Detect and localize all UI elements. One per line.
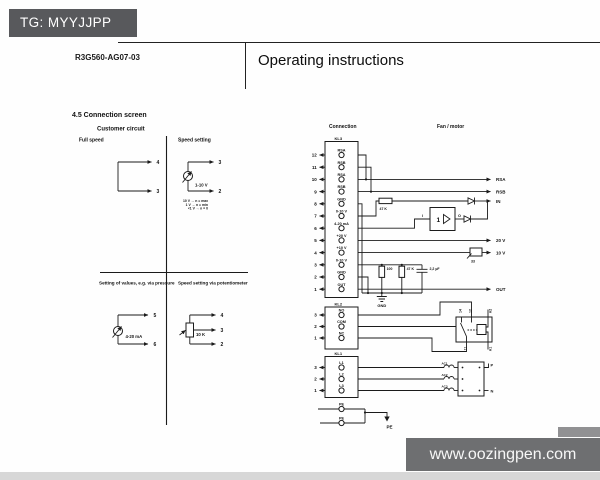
diode-icon <box>464 216 471 223</box>
terminal-label: L2 <box>339 372 344 377</box>
terminal-label: 4-20 mA <box>334 221 349 226</box>
relay-terminal: A2 <box>488 308 493 314</box>
relay-coil <box>477 325 486 335</box>
pe-ground-label: PE <box>386 424 393 430</box>
source-label: 10 K <box>196 331 206 337</box>
dc-bus-label: P <box>490 362 494 368</box>
terminal-number: 2 <box>314 274 317 280</box>
component-label: 47 K <box>406 267 415 271</box>
terminal-number: 3 <box>314 312 317 318</box>
choke-label: AC1 <box>441 361 448 366</box>
terminal-number: 1 <box>314 286 317 292</box>
terminal-number: 5 <box>314 238 317 244</box>
terminal-label: GND <box>337 270 346 275</box>
component-label: 47 K <box>379 207 387 211</box>
doc-number: R3G560-AG07-03 <box>75 53 140 62</box>
kl2-terminal-block <box>314 301 358 349</box>
output-label: 10 V <box>496 250 506 256</box>
component-label: 100 <box>386 267 393 271</box>
block-name: KL1 <box>334 351 343 356</box>
customer-circuit-title: Customer circuit <box>97 126 145 133</box>
amplifier-box <box>430 208 455 231</box>
terminal-number: 5 <box>153 313 157 319</box>
corner-tab <box>558 427 600 437</box>
quadrant-title: Full speed <box>79 137 104 144</box>
tag-text: TG: MYYJJPP <box>20 15 112 30</box>
terminal-label: RSB <box>337 185 346 190</box>
terminal-number: 9 <box>314 189 317 195</box>
resistor-100 <box>379 266 385 277</box>
quadrant-title: Speed setting <box>178 137 211 144</box>
source-label: 4-20 mA <box>125 333 143 339</box>
resistor-47k <box>399 266 405 277</box>
terminal-number: 6 <box>314 225 317 231</box>
pe-ground-arrow-icon <box>384 417 389 422</box>
terminal-label: GND <box>337 197 346 202</box>
terminal-label: L1 <box>339 361 344 366</box>
terminal-label: RSA <box>337 148 346 153</box>
source-label: 1-10 V <box>195 182 208 188</box>
watermark-text: www.oozingpen.com <box>429 445 577 463</box>
pe-section <box>318 402 393 429</box>
output-label: IN <box>496 198 501 204</box>
potentiometer-symbol <box>186 323 194 337</box>
terminal-number: 4 <box>156 160 160 166</box>
section-heading: 4.5 Connection screen <box>72 112 147 119</box>
full-speed-circuit <box>79 138 160 196</box>
relay-section <box>358 302 493 352</box>
relay-terminal: 11 <box>463 346 468 351</box>
note-line: 1 V → n = min <box>185 202 208 207</box>
diode-icon <box>468 198 475 205</box>
output-label: OUT <box>496 287 506 292</box>
watermark-banner <box>406 438 600 471</box>
component-label: 33 <box>471 259 475 264</box>
terminal-label: COM <box>337 320 346 325</box>
terminal-number: 3 <box>218 160 222 166</box>
kl1-terminal-block <box>314 351 358 398</box>
block-name: KL2 <box>334 301 343 307</box>
terminal-number: 3 <box>314 365 317 371</box>
connection-panel <box>312 124 506 430</box>
terminal-number: 2 <box>220 342 224 348</box>
terminal-label: OUT <box>337 282 346 287</box>
amp-label: 1 <box>436 216 441 224</box>
mains-rectifier-section <box>358 362 494 397</box>
terminal-number: 2 <box>314 324 317 330</box>
column-header-fan-motor: Fan / motor <box>437 124 465 130</box>
component-label: 2,2 µF <box>429 267 440 271</box>
relay-terminal: 12 <box>468 309 473 313</box>
dc-bus-label: N <box>490 388 494 394</box>
terminal-number: 6 <box>153 342 157 348</box>
output-label: RSB <box>496 189 506 195</box>
column-header-connection: Connection <box>329 124 357 130</box>
terminal-number: 4 <box>314 250 317 256</box>
capacitor-icon <box>417 269 428 272</box>
terminal-number: 10 <box>311 177 317 183</box>
potentiometer-circuit <box>178 281 248 349</box>
terminal-number: 1 <box>314 388 317 394</box>
terminal-label: NC <box>338 331 345 336</box>
terminal-number: 11 <box>312 164 317 170</box>
terminal-label: RSB <box>337 160 346 165</box>
terminal-label: NO <box>338 308 345 313</box>
bottom-strip <box>0 472 600 480</box>
kl3-wiring <box>358 155 506 308</box>
customer-circuit-panel <box>72 112 248 425</box>
relay-terminal: A1 <box>488 346 493 352</box>
kl3-terminal-block <box>312 136 358 298</box>
quadrant-title: Setting of values, e.g. via pressure <box>99 280 175 286</box>
amp-output-label: O <box>458 213 461 218</box>
terminal-label: 0-10 V <box>335 258 348 263</box>
terminal-number: 2 <box>314 376 317 382</box>
terminal-label: +20 V <box>336 234 347 238</box>
relay-terminal: 14 <box>458 309 463 313</box>
terminal-label: PE <box>338 402 345 407</box>
speed-setting-circuit <box>178 138 222 211</box>
terminal-label: 0-10 V <box>335 209 348 214</box>
quadrant-title: Speed setting via potentiometer <box>178 280 248 286</box>
ground-icon <box>377 293 387 302</box>
regulator-33-symbol <box>470 248 482 256</box>
pressure-setting-circuit <box>99 281 175 349</box>
terminal-number: 2 <box>218 189 222 195</box>
terminal-number: 12 <box>311 152 317 158</box>
amp-input-label: I <box>422 213 424 218</box>
terminal-number: 3 <box>314 262 317 268</box>
terminal-label: +10 V <box>336 246 347 251</box>
terminal-number: 3 <box>220 328 224 334</box>
output-label: RSA <box>496 177 506 183</box>
note-line: <1 V → n = 0 <box>187 206 208 211</box>
terminal-number: 7 <box>314 213 317 219</box>
note-line: 10 V → n = max <box>183 199 208 203</box>
choke-label: AC3 <box>441 384 448 389</box>
terminal-label: L3 <box>339 384 344 389</box>
terminal-number: 8 <box>314 201 317 207</box>
page-title: Operating instructions <box>258 52 404 69</box>
resistor-47k-input <box>379 198 392 203</box>
terminal-number: 3 <box>156 189 160 195</box>
output-label: 20 V <box>496 238 506 244</box>
choke-label: AC2 <box>441 373 448 377</box>
terminal-number: 1 <box>314 335 317 341</box>
terminal-label: RSA <box>337 173 346 177</box>
block-name: KL3 <box>334 135 343 141</box>
terminal-label: PE <box>338 416 345 421</box>
gnd-label: GND <box>377 303 387 308</box>
terminal-number: 4 <box>220 313 224 319</box>
